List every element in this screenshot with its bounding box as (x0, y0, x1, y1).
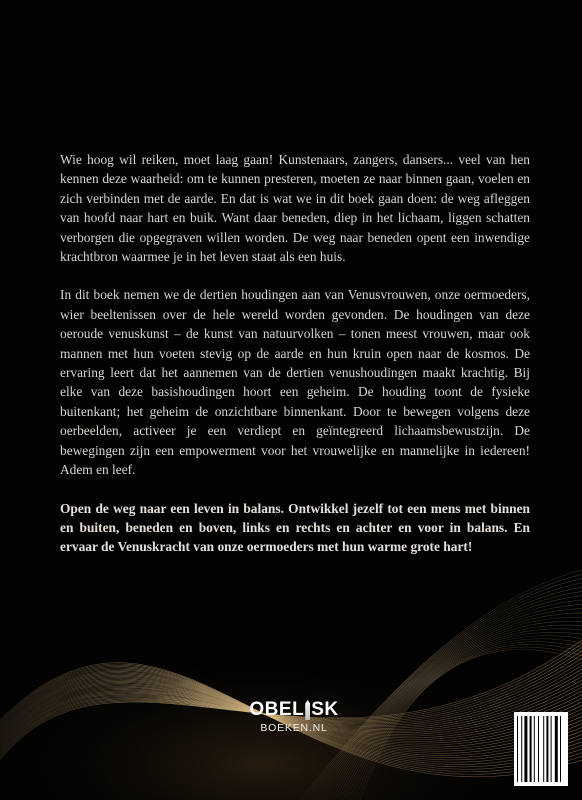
obelisk-logo-icon (305, 700, 310, 720)
barcode-bar (543, 716, 544, 782)
blurb-paragraph-1: Wie hoog wil reiken, moet laag gaan! Kunstenaars, zangers, dansers... veel van hen kennen deze waarheid: om te kunnen presteren, moeten ze naar binnen gaan, voelen en zich verbinden met de aarde. En dat is wat we in dit boek gaan doen: de weg afleggen van hoofd naar hart en buik. Want daar beneden, diep in het lichaam, liggen schatten verborgen die opgegraven willen worden. De weg naar beneden opent een inwendige krachtbron waarmee je in het leven staat als een huis. (60, 152, 530, 265)
barcode-bar (517, 716, 518, 782)
barcode-bar (555, 716, 558, 782)
barcode-bar (538, 716, 539, 782)
barcode-bar (551, 716, 552, 782)
barcode-bar (530, 716, 532, 782)
publisher-site: BOEKEN.NL (260, 722, 328, 734)
blurb-text (60, 150, 530, 576)
barcode-bar (521, 716, 522, 782)
publisher-name-left: OBEL (249, 699, 305, 720)
barcode-bar (524, 716, 527, 782)
barcode-icon (514, 712, 568, 786)
publisher-logo (244, 699, 344, 735)
blurb-paragraph-3: Open de weg naar een leven in balans. Ontwikkel jezelf tot een mens met binnen en buiten, beneden en boven, links en rechts en achter en voor in balans. En ervaar de Venuskracht van onze oermoeders met hun warme grote hart! (60, 500, 530, 555)
barcode-bar (534, 716, 535, 782)
barcode-bar (546, 716, 548, 782)
barcode-bar (560, 716, 561, 782)
publisher-name (244, 699, 344, 721)
publisher-name-right: SK (311, 699, 339, 720)
blurb-paragraph-2: In dit boek nemen we de dertien houdingen aan van Venusvrouwen, onze oermoeders, wier beeltenissen over de hele wereld worden gevonden. De houdingen van deze oeroude venuskunst – de kunst van natuurvolken – tonen meest vrouwen, maar ook mannen met hun voeten stevig op de aarde en hun kruin open naar de kosmos. De ervaring leert dat het aannemen van de dertien venushoudingen maakt krachtig. Bij elke van deze basishoudingen hoort een geheim. De houding toont de fysieke buitenkant; het geheim de onzichtbare binnenkant. Door te bewegen volgens deze oerbeelden, activeer je een verdiept en geïntegreerd lichaamsbewustzijn. De bewegingen zijn een empowerment voor het vrouwelijke en mannelijke in iedereen! Adem en leef. (60, 287, 530, 478)
